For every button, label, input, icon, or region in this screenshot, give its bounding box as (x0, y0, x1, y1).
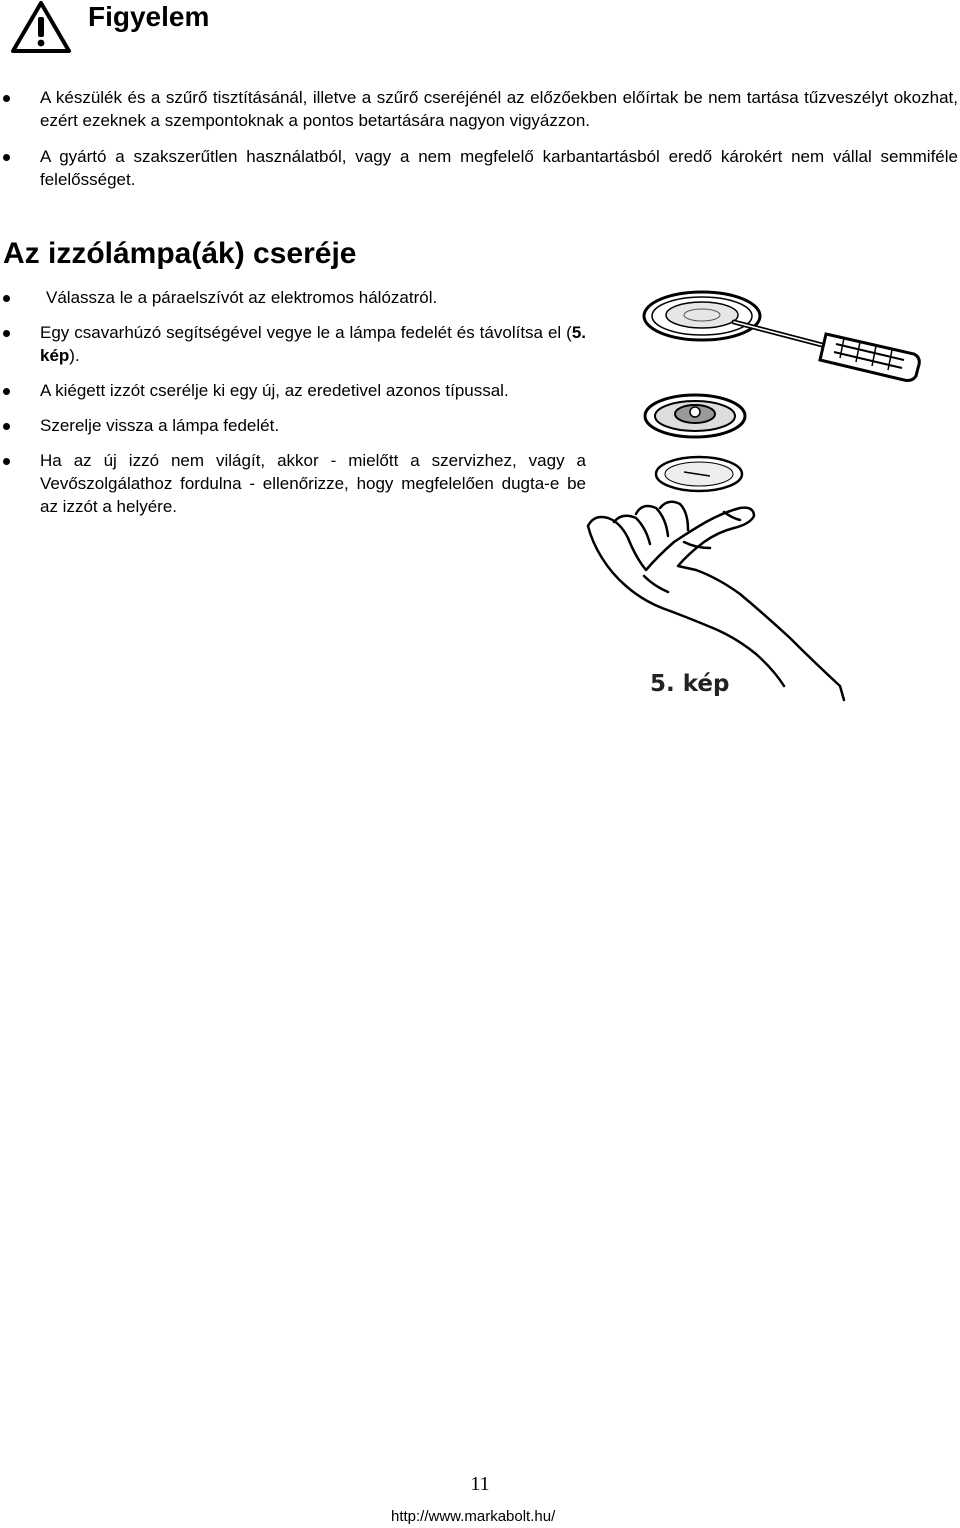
list-item: A készülék és a szűrő tisztításánál, illetve a szűrő cseréjénél az előzőekben előírtak be nem tartása tűzveszélyt okozhat, ezért ezeknek a szempontoknak a pontos betartására nagyon vigyázzon. (3, 86, 958, 132)
list-item: A gyártó a szakszerűtlen használatból, vagy a nem megfelelő karbantartásból eredő károkért nem vállal semmiféle felelősséget. (3, 145, 958, 191)
bullet-icon (3, 295, 10, 302)
figure-caption: 5. kép (650, 671, 730, 697)
lamp-glass-icon (656, 457, 742, 491)
list-item: Szerelje vissza a lámpa fedelét. (3, 414, 586, 437)
lamp-holder-icon (645, 395, 745, 437)
list-item: A kiégett izzót cserélje ki egy új, az eredetivel azonos típussal. (3, 379, 586, 402)
list-item: Egy csavarhúzó segítségével vegye le a lámpa fedelét és távolítsa el (5. kép). (3, 321, 586, 367)
bullet-icon (3, 154, 10, 161)
steps-list (3, 286, 586, 530)
footer-url[interactable]: http://www.markabolt.hu/ (391, 1508, 556, 1525)
warning-title: Figyelem (88, 1, 210, 32)
figure-reference: 5. kép (40, 323, 586, 365)
list-item: Válassza le a páraelszívót az elektromos hálózatról. (3, 286, 586, 309)
lamp-replacement-illustration (584, 286, 954, 716)
warning-triangle-icon (10, 0, 72, 54)
bullet-icon (3, 458, 10, 465)
bullet-icon (3, 388, 10, 395)
bullet-icon (3, 423, 10, 430)
lamp-cover-top-icon (644, 292, 760, 340)
screwdriver-icon (734, 322, 919, 381)
bullet-icon (3, 330, 10, 337)
bullet-icon (3, 95, 10, 102)
page-number: 11 (470, 1473, 490, 1495)
warning-list (3, 86, 958, 204)
list-item: Ha az új izzó nem világít, akkor - mielőtt a szervizhez, vagy a Vevőszolgálathoz fordulna - ellenőrizze, hogy megfelelően dugta-e be az izzót a helyére. (3, 449, 586, 518)
section-title: Az izzólámpa(ák) cseréje (3, 237, 357, 270)
